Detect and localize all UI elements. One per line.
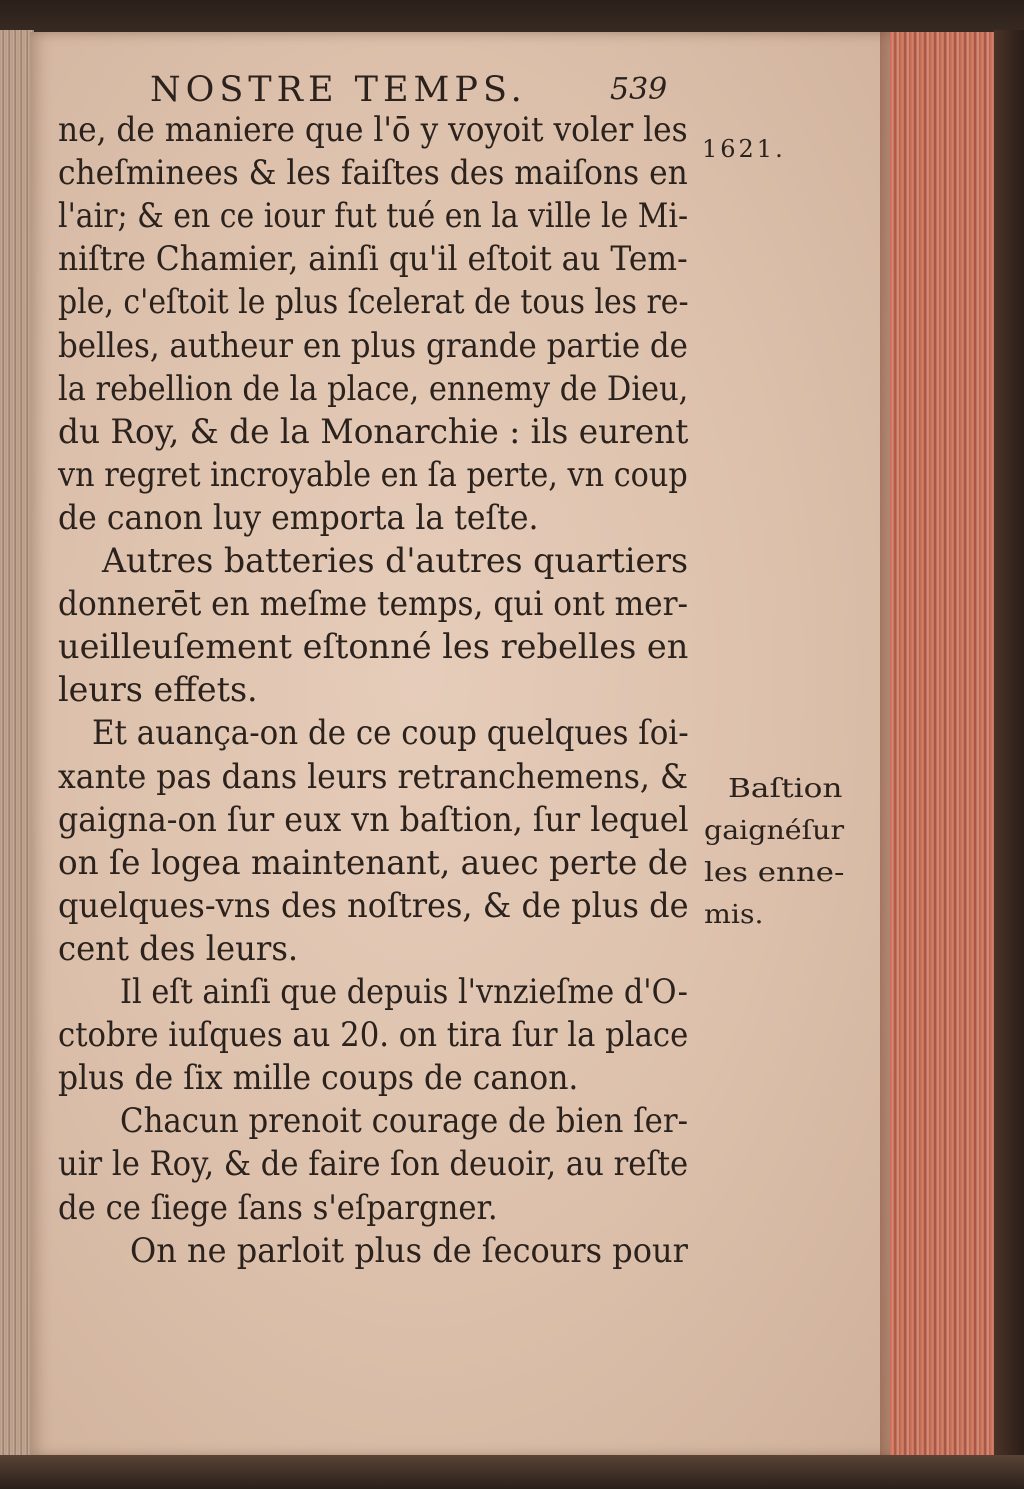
bottom-background: [0, 1455, 1024, 1489]
text-line: ctobre iuſques au 20. on tira ſur la place: [58, 1015, 689, 1056]
margin-note-line: les enne-: [704, 858, 845, 888]
text-line: on ſe logea maintenant, auec perte de: [58, 842, 688, 883]
text-line: Autres batteries d'autres quartiers: [102, 541, 689, 581]
text-line: uir le Roy, & de faire ſon deuoir, au reſte: [58, 1144, 689, 1185]
text-line: cheſminees & les faiſtes des maiſons en: [58, 153, 688, 194]
text-line: ple, c'eſtoit le plus ſcelerat de tous les re-: [58, 282, 689, 323]
text-line: cent des leurs.: [58, 928, 299, 969]
text-line: Et auança-on de ce coup quelques ſoi-: [92, 713, 689, 754]
text-line: donnerēt en meſme temps, qui ont mer-: [58, 584, 689, 625]
year-marginal: 1621.: [702, 135, 786, 163]
book-binding: [994, 30, 1024, 1489]
margin-note-line: mis.: [704, 900, 764, 930]
text-line: la rebellion de la place, ennemy de Dieu,: [58, 368, 689, 409]
text-line: de canon luy emporta la teſte.: [58, 497, 539, 538]
text-line: plus de ſix mille coups de canon.: [58, 1058, 579, 1099]
text-line: l'air; & en ce iour fut tué en la ville le Mi-: [58, 196, 689, 237]
text-line: Il eſt ainſi que depuis l'vnzieſme d'O-: [120, 972, 688, 1012]
text-line: de ce ſiege ſans s'eſpargner.: [58, 1187, 498, 1228]
page-number: 539: [610, 72, 668, 107]
margin-note-line: Baſtion: [728, 774, 843, 804]
text-line: belles, autheur en plus grande partie de: [58, 325, 688, 366]
text-line: quelques-vns des noſtres, & de plus de: [58, 885, 689, 926]
text-line: gaigna-on ſur eux vn baſtion, ſur lequel: [58, 799, 689, 840]
text-line: ne, de maniere que l'ō y voyoit voler les: [58, 110, 688, 150]
red-page-edges: [890, 32, 1000, 1457]
running-head: NOSTRE TEMPS.: [150, 70, 527, 110]
text-line: niſtre Chamier, ainſi qu'il eſtoit au Tem-: [58, 239, 688, 280]
text-line: xante pas dans leurs retranchemens, &: [58, 756, 689, 797]
left-page-edges: [0, 30, 34, 1489]
text-line: On ne parloit plus de ſecours pour: [130, 1230, 688, 1271]
margin-note-line: gaignéſur: [704, 816, 845, 846]
text-line: Chacun prenoit courage de bien ſer-: [120, 1101, 688, 1142]
text-line: vn regret incroyable en ſa perte, vn coup: [58, 454, 688, 495]
text-line: du Roy, & de la Monarchie : ils eurent: [58, 411, 689, 452]
text-line: leurs effets.: [58, 670, 258, 711]
text-line: ueilleuſement eſtonné les rebelles en: [58, 627, 689, 668]
